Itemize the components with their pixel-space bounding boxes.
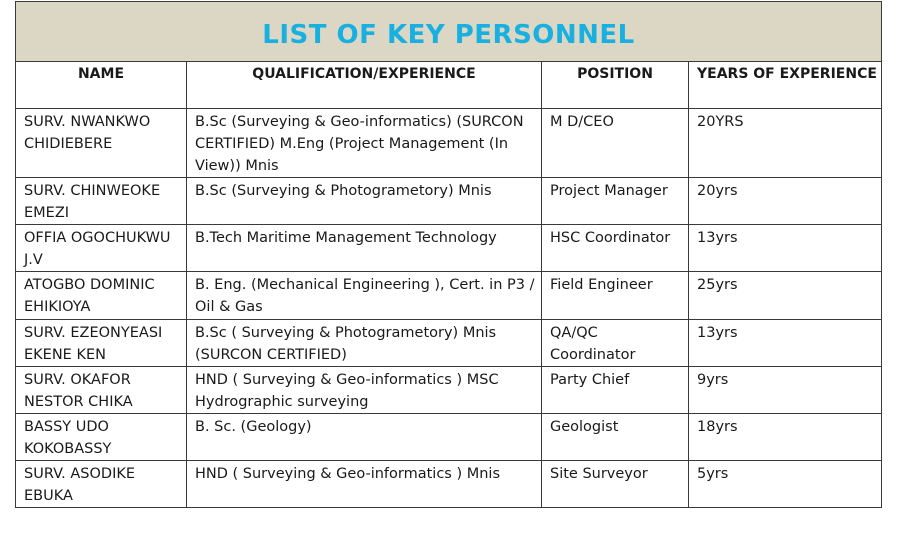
cell-position: M D/CEO: [542, 109, 689, 178]
cell-name: SURV. OKAFOR NESTOR CHIKA: [16, 367, 187, 414]
table-row: [16, 414, 882, 461]
cell-position: Party Chief: [542, 367, 689, 414]
personnel-table: [15, 1, 882, 508]
cell-qualification: B.Sc (Surveying & Photogrametory) Mnis: [187, 178, 542, 225]
cell-name: SURV. ASODIKE EBUKA: [16, 461, 187, 508]
column-header-position: POSITION: [542, 62, 689, 109]
column-header-name: NAME: [16, 62, 187, 109]
cell-name: SURV. EZEONYEASI EKENE KEN: [16, 320, 187, 367]
table-row: [16, 225, 882, 272]
table-row: [16, 320, 882, 367]
cell-qualification: B. Sc. (Geology): [187, 414, 542, 461]
cell-position: HSC Coordinator: [542, 225, 689, 272]
header-row: [16, 62, 882, 109]
table-row: [16, 109, 882, 178]
cell-qualification: B.Sc (Surveying & Geo-informatics) (SURCON CERTIFIED) M.Eng (Project Management (In View)) Mnis: [187, 109, 542, 178]
cell-qualification: B. Eng. (Mechanical Engineering ), Cert. in P3 / Oil & Gas: [187, 272, 542, 320]
cell-years: 20yrs: [689, 178, 882, 225]
cell-qualification: HND ( Surveying & Geo-informatics ) Mnis: [187, 461, 542, 508]
table-row: [16, 367, 882, 414]
cell-years: 25yrs: [689, 272, 882, 320]
table-title: LIST OF KEY PERSONNEL: [16, 2, 882, 62]
cell-years: 9yrs: [689, 367, 882, 414]
cell-years: 18yrs: [689, 414, 882, 461]
cell-position: Site Surveyor: [542, 461, 689, 508]
cell-name: ATOGBO DOMINIC EHIKIOYA: [16, 272, 187, 320]
cell-years: 13yrs: [689, 320, 882, 367]
cell-position: Geologist: [542, 414, 689, 461]
cell-qualification: B.Tech Maritime Management Technology: [187, 225, 542, 272]
cell-years: 20YRS: [689, 109, 882, 178]
cell-position: Field Engineer: [542, 272, 689, 320]
cell-name: SURV. CHINWEOKE EMEZI: [16, 178, 187, 225]
cell-years: 13yrs: [689, 225, 882, 272]
cell-name: SURV. NWANKWO CHIDIEBERE: [16, 109, 187, 178]
table-row: [16, 178, 882, 225]
cell-position: QA/QC Coordinator: [542, 320, 689, 367]
cell-years: 5yrs: [689, 461, 882, 508]
table-row: [16, 272, 882, 320]
table-row: [16, 461, 882, 508]
cell-position: Project Manager: [542, 178, 689, 225]
cell-qualification: HND ( Surveying & Geo-informatics ) MSC Hydrographic surveying: [187, 367, 542, 414]
cell-qualification: B.Sc ( Surveying & Photogrametory) Mnis (SURCON CERTIFIED): [187, 320, 542, 367]
column-header-qualification: QUALIFICATION/EXPERIENCE: [187, 62, 542, 109]
cell-name: OFFIA OGOCHUKWU J.V: [16, 225, 187, 272]
cell-name: BASSY UDO KOKOBASSY: [16, 414, 187, 461]
column-header-years: YEARS OF EXPERIENCE: [689, 62, 882, 109]
